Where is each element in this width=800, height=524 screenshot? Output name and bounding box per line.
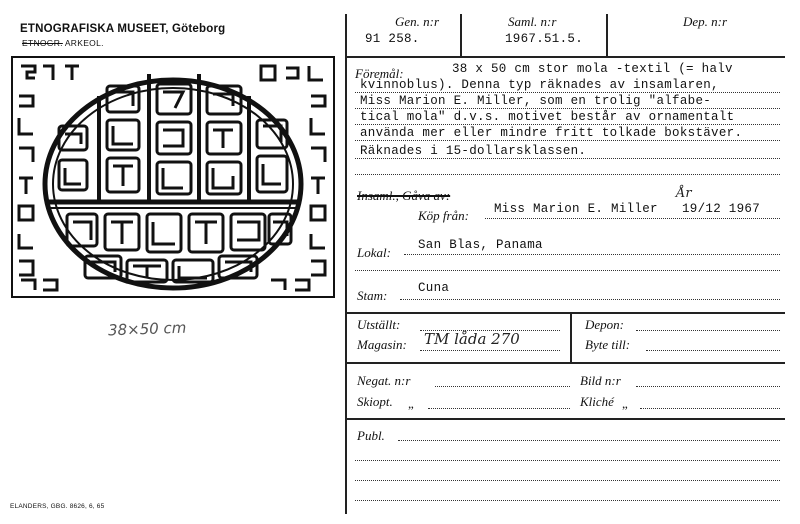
top-row-bottom — [345, 56, 785, 58]
section-divider — [345, 418, 785, 420]
skiopt-value: „ — [408, 396, 414, 411]
foremal-label: Föremål: — [355, 66, 404, 81]
stam-value: Cuna — [418, 281, 450, 295]
rule — [428, 408, 570, 409]
rule — [404, 254, 780, 255]
department-struck: ETNOGR. — [22, 38, 63, 48]
saml-label: Saml. n:r — [508, 14, 557, 29]
rule — [355, 500, 780, 501]
rule — [355, 174, 780, 175]
section-divider — [345, 312, 785, 314]
rule — [640, 408, 780, 409]
saml-value: 1967.51.5. — [505, 32, 584, 46]
insaml-label: Insaml., Gåva av: — [357, 188, 451, 203]
mola-drawing — [11, 56, 335, 298]
magasin-label: Magasin: — [357, 337, 407, 352]
dep-label: Dep. n:r — [683, 14, 728, 29]
rule — [355, 140, 780, 141]
department — [22, 38, 104, 48]
field-divider — [570, 312, 572, 362]
rule — [355, 270, 780, 271]
depon-label: Depon: — [585, 317, 624, 332]
stam-label: Stam: — [357, 288, 388, 303]
rule — [636, 330, 780, 331]
rule — [355, 460, 780, 461]
rule — [420, 350, 560, 351]
foremal-line-4: tical mola" d.v.s. motivet består av ornamentalt — [360, 110, 735, 124]
section-divider — [345, 362, 785, 364]
kliche-value: „ — [622, 396, 628, 411]
kop-date: 19/12 1967 — [682, 202, 761, 216]
rule — [435, 386, 570, 387]
negat-label: Negat. n:r — [357, 373, 411, 388]
museum-name: ETNOGRAFISKA MUSEET, Göteborg — [20, 23, 226, 35]
top-divider-1 — [460, 14, 462, 56]
gen-label: Gen. n:r — [395, 14, 440, 29]
size-note-handwritten: 38×50 cm — [107, 318, 187, 340]
rule — [398, 440, 780, 441]
foremal-line-6: Räknades i 15-dollarsklassen. — [360, 144, 587, 158]
rule — [485, 218, 780, 219]
rule — [355, 124, 780, 125]
printer-imprint: ELANDERS, GBG. 8626, 6, 65 — [10, 503, 105, 510]
lokal-label: Lokal: — [357, 245, 391, 260]
rule — [355, 108, 780, 109]
rule — [400, 299, 780, 300]
rule — [355, 480, 780, 481]
utstallt-label: Utställt: — [357, 317, 401, 332]
skiopt-label: Skiopt. — [357, 394, 393, 409]
foremal-line-2: kvinnoblus). Denna typ räknades av insamlaren, — [360, 78, 719, 92]
kop-value: Miss Marion E. Miller — [494, 202, 658, 216]
kliche-label: Kliché — [580, 394, 614, 409]
foremal-line-5: använda mer eller mindre fritt tolkade bokstäver. — [360, 126, 743, 140]
kop-label: Köp från: — [418, 208, 469, 223]
foremal-line-1: 38 x 50 cm stor mola -textil (= halv — [452, 62, 733, 76]
top-divider-2 — [606, 14, 608, 56]
rule — [355, 158, 780, 159]
rule — [636, 386, 780, 387]
foremal-line-3: Miss Marion E. Miller, som en trolig "alfabe- — [360, 94, 712, 108]
magasin-value: TM låda 270 — [424, 330, 520, 348]
rule — [355, 92, 780, 93]
form-left-border — [345, 14, 347, 514]
department-active: ARKEOL. — [64, 38, 104, 48]
bild-label: Bild n:r — [580, 373, 621, 388]
rule — [646, 350, 780, 351]
lokal-value: San Blas, Panama — [418, 238, 543, 252]
gen-value: 91 258. — [365, 32, 420, 46]
publ-label: Publ. — [357, 428, 385, 443]
byte-label: Byte till: — [585, 337, 631, 352]
kop-year-hand: År — [676, 186, 692, 201]
